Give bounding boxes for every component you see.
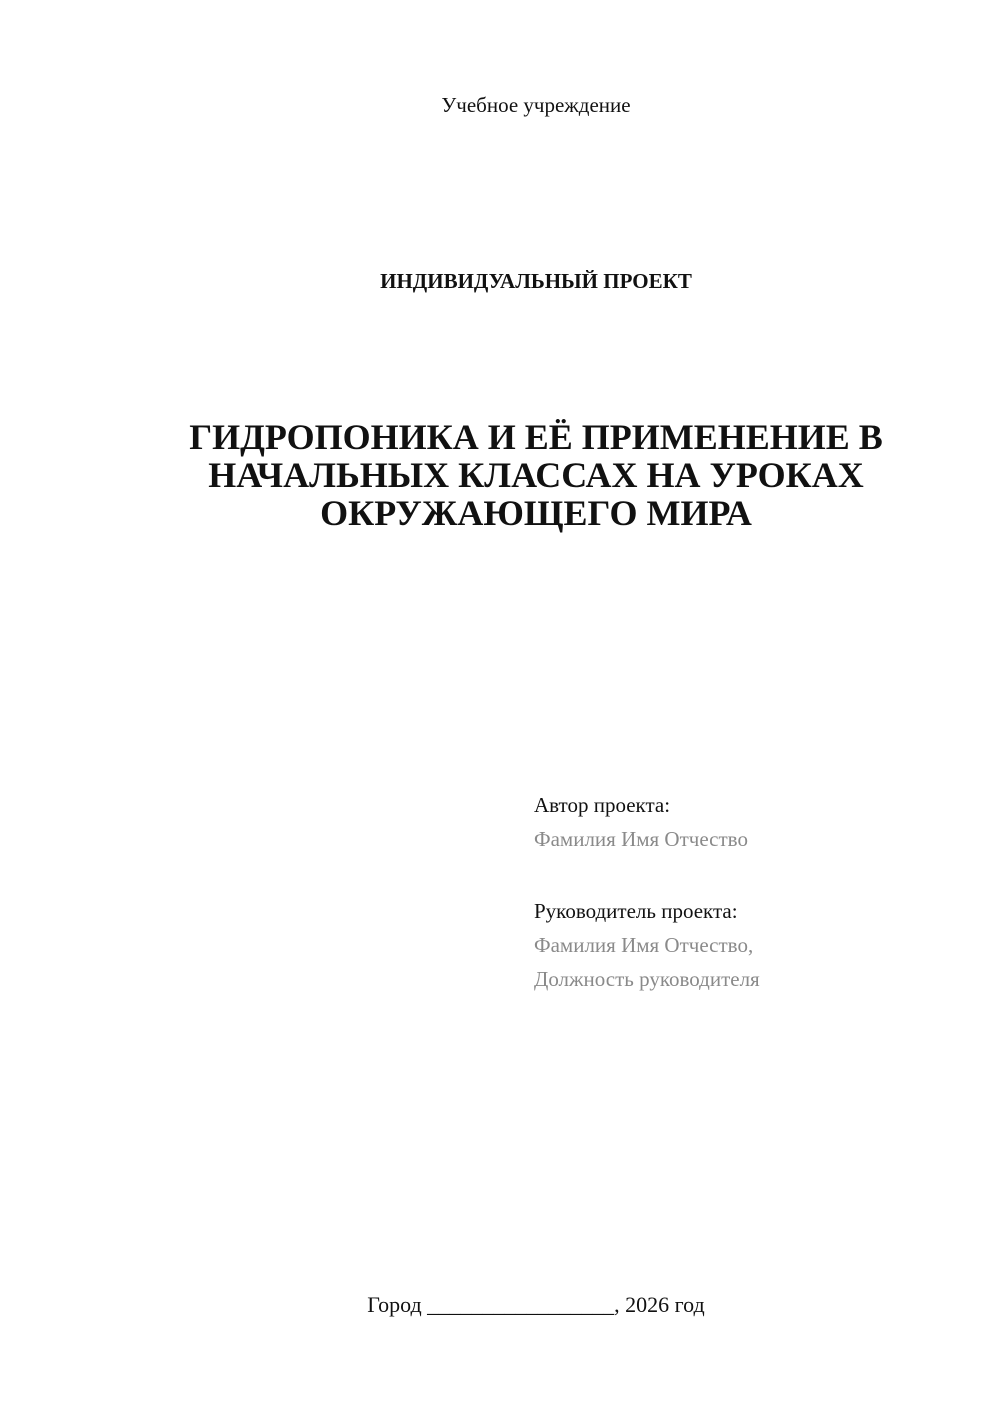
supervisor-label: Руководитель проекта:: [534, 899, 738, 923]
supervisor-name: Фамилия Имя Отчество,: [534, 933, 754, 957]
project-title-line-2: НАЧАЛЬНЫХ КЛАССАХ НА УРОКАХ: [208, 455, 864, 495]
author-label: Автор проекта:: [534, 793, 671, 817]
supervisor-position: Должность руководителя: [534, 967, 760, 991]
document-type: ИНДИВИДУАЛЬНЫЙ ПРОЕКТ: [380, 269, 692, 293]
institution-name: Учебное учреждение: [441, 93, 631, 117]
project-title: [100, 418, 972, 532]
city-year-line: Город _________________, 2026 год: [367, 1292, 705, 1317]
spacer: [534, 856, 974, 894]
author-name: Фамилия Имя Отчество: [534, 827, 748, 851]
project-title-line-3: ОКРУЖАЮЩЕГО МИРА: [320, 493, 752, 533]
project-people: [534, 788, 974, 996]
project-title-line-1: ГИДРОПОНИКА И ЕЁ ПРИМЕНЕНИЕ В: [189, 417, 883, 457]
